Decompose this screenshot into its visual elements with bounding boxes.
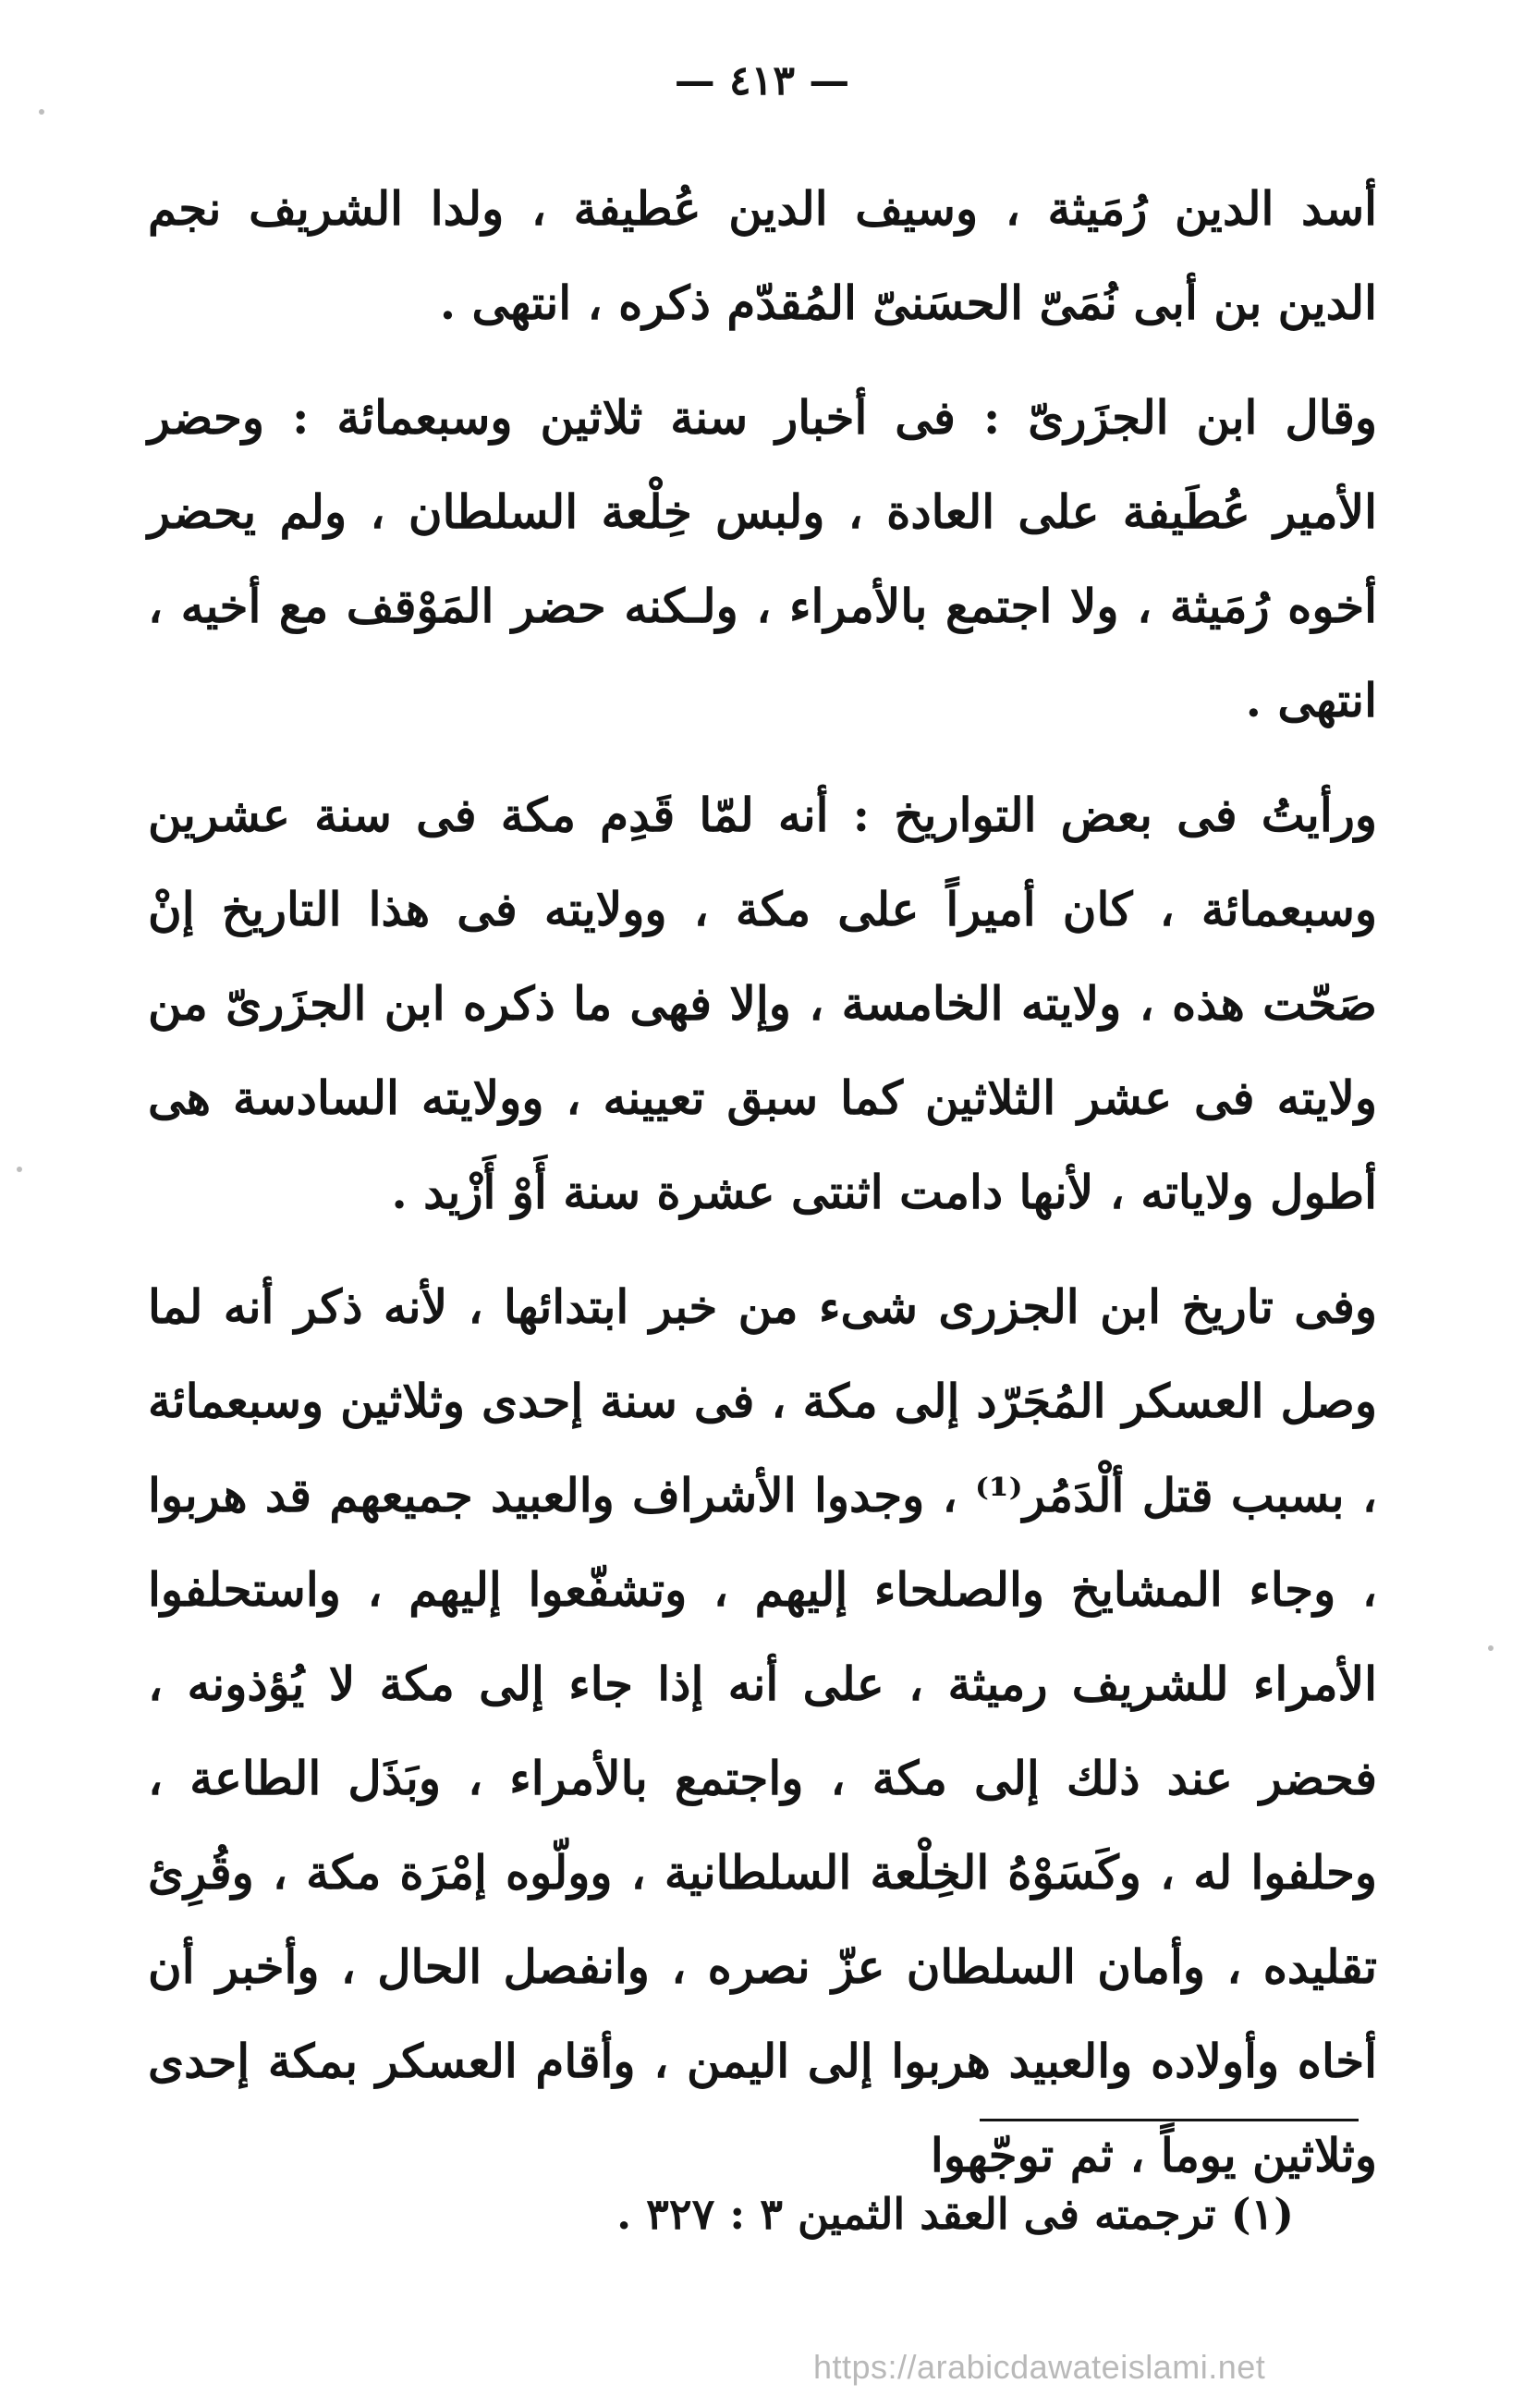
- paragraph-2: وقال ابن الجزَرىّ : فى أخبار سنة ثلاثين وسبعمائة : وحضر الأمير عُطَيفة على العادة ، ولبس خِلْعة السلطان ، ولم يحضر أخوه رُمَيثة ، ولا اجتمع بالأمراء ، ولـكنه حضر المَوْقف مع أخيه ، انتهى .: [148, 390, 1377, 727]
- scan-speck: [17, 1167, 22, 1172]
- scan-speck: [39, 109, 44, 115]
- scan-speck: [1488, 1645, 1494, 1651]
- paragraph-3: ورأيتُ فى بعض التواريخ : أنه لمّا قَدِم مكة فى سنة عشرين وسبعمائة ، كان أميراً على مكة ، وولايته فى هذا التاريخ إنْ صَحّت هذه ، ولايته الخامسة ، وإلا فهى ما ذكره ابن الجزَرىّ من ولايته فى عشر الثلاثين كما سبق تعيينه ، وولايته السادسة هى أطول ولاياته ، لأنها دامت اثنتى عشرة سنة أَوْ أَزْيد .: [148, 788, 1377, 1219]
- paragraph-1: أسد الدين رُمَيثة ، وسيف الدين عُطيفة ، ولدا الشريف نجم الدين بن أبى نُمَىّ الحسَنىّ المُقدّم ذكره ، انتهى .: [148, 181, 1377, 330]
- footnote: (١) ترجمته فى العقد الثمين ٣ : ٣٢٧ .: [616, 2189, 1294, 2239]
- paragraph-4: وفى تاريخ ابن الجزرى شىء من خبر ابتدائها ، لأنه ذكر أنه لما وصل العسكر المُجَرّد إلى مكة ، فى سنة إحدى وثلاثين وسبعمائة ، بسبب قتل ألْدَمُر⁽¹⁾ ، وجدوا الأشراف والعبيد جميعهم قد هربوا ، وجاء المشايخ والصلحاء إليهم ، وتشفّعوا إليهم ، واستحلفوا الأمراء للشريف رميثة ، على أنه إذا جاء إلى مكة لا يُؤذونه ، فحضر عند ذلك إلى مكة ، واجتمع بالأمراء ، وبَذَل الطاعة ، وحلفوا له ، وكَسَوْهُ الخِلْعة السلطانية ، وولّوه إمْرَة مكة ، وقُرِئ تقليده ، وأمان السلطان عزّ نصره ، وانفصل الحال ، وأخبر أن أخاه وأولاده والعبيد هربوا إلى اليمن ، وأقام العسكر بمكة إحدى وثلاثين يوماً ، ثم توجّهوا: [148, 1279, 1377, 2182]
- watermark-url[interactable]: https://arabicdawateislami.net: [813, 2348, 1266, 2386]
- footnote-divider: [980, 2119, 1359, 2121]
- page-number: — ٤١٣ —: [674, 57, 850, 104]
- main-text: [148, 162, 1377, 2203]
